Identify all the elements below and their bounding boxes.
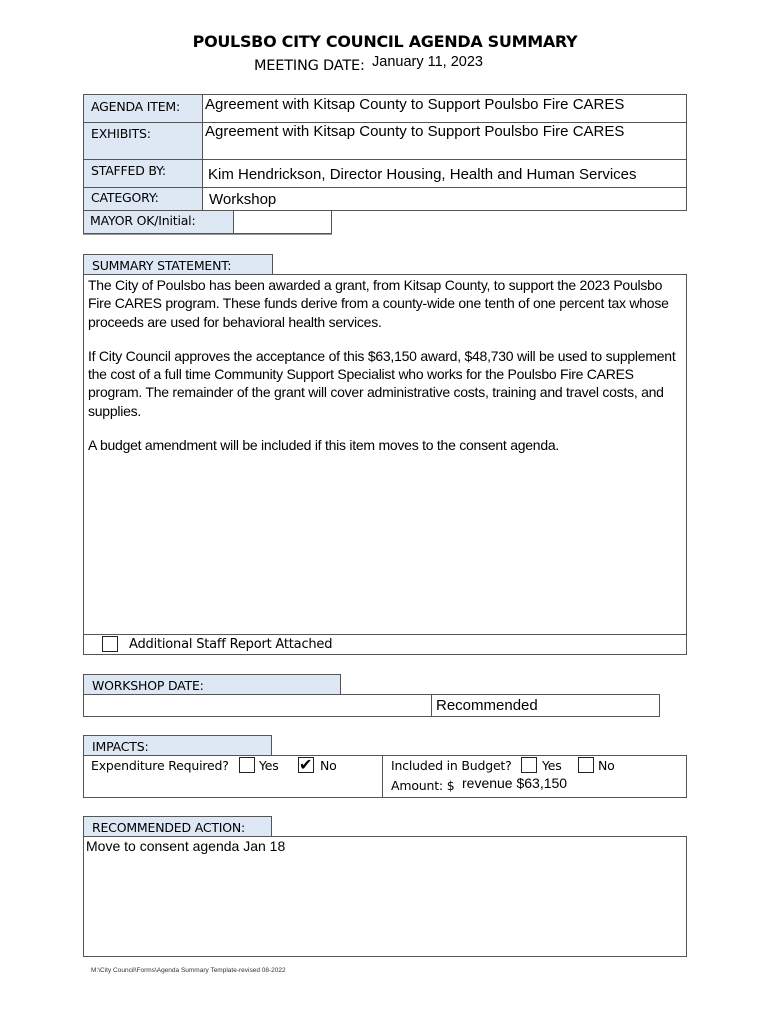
staffed-by-value[interactable]: Kim Hendrickson, Director Housing, Health and Human Services	[208, 166, 637, 183]
mayor-ok-label: MAYOR OK/Initial:	[90, 213, 196, 228]
included-in-budget-label: Included in Budget?	[391, 758, 512, 773]
summary-paragraph: A budget amendment will be included if this item moves to the consent agenda.	[88, 437, 560, 454]
summary-paragraph: If City Council approves the acceptance of this $63,150 award, $48,730 will be used to supplement the cost of a full time Community Support Specialist who works for the Poulsbo Fire CARES program. The remainder of the grant will cover administrative costs, training and travel costs, and supplies.	[88, 347, 676, 419]
category-value[interactable]: Workshop	[209, 191, 277, 208]
exhibits-label: EXHIBITS:	[91, 126, 151, 141]
expenditure-no-label: No	[320, 758, 337, 773]
additional-report-checkbox[interactable]	[102, 636, 118, 652]
budget-yes-label: Yes	[542, 758, 562, 773]
agenda-item-label: AGENDA ITEM:	[91, 99, 181, 114]
mayor-ok-input[interactable]	[233, 210, 332, 234]
budget-no-checkbox[interactable]	[578, 757, 594, 773]
additional-report-label: Additional Staff Report Attached	[129, 637, 333, 652]
row-divider	[83, 187, 687, 188]
budget-no-label: No	[598, 758, 615, 773]
staffed-by-label: STAFFED BY:	[91, 163, 166, 178]
recommended-action-label: RECOMMENDED ACTION:	[83, 816, 272, 837]
workshop-date-label: WORKSHOP DATE:	[83, 674, 341, 695]
category-label: CATEGORY:	[91, 190, 159, 205]
agenda-item-value[interactable]: Agreement with Kitsap County to Support Poulsbo Fire CARES	[205, 96, 625, 113]
summary-statement-label: SUMMARY STATEMENT:	[83, 254, 273, 275]
impacts-divider	[382, 755, 383, 798]
exhibits-value[interactable]: Agreement with Kitsap County to Support Poulsbo Fire CARES	[205, 123, 625, 140]
meeting-date-value[interactable]: January 11, 2023	[372, 54, 483, 70]
expenditure-yes-label: Yes	[259, 758, 279, 773]
page-title: POULSBO CITY COUNCIL AGENDA SUMMARY	[192, 32, 578, 51]
workshop-recommendation-field[interactable]: Recommended	[431, 694, 660, 717]
meeting-date-label: MEETING DATE:	[254, 58, 365, 74]
budget-yes-checkbox[interactable]	[521, 757, 537, 773]
expenditure-yes-checkbox[interactable]	[239, 757, 255, 773]
expenditure-required-label: Expenditure Required?	[91, 758, 229, 773]
impacts-label: IMPACTS:	[83, 735, 272, 756]
summary-paragraph: The City of Poulsbo has been awarded a grant, from Kitsap County, to support the 2023 Poulsbo Fire CARES program. These funds derive from a county-wide one tenth of one percent tax whose proceeds are used for behavioral health services.	[88, 277, 669, 330]
row-divider	[83, 159, 687, 160]
recommended-action-text: Move to consent agenda Jan 18	[86, 838, 286, 854]
amount-label: Amount: $	[391, 778, 455, 793]
expenditure-no-checkbox[interactable]	[298, 757, 314, 773]
amount-value[interactable]: revenue $63,150	[462, 775, 568, 791]
workshop-date-field[interactable]	[83, 694, 432, 717]
recommended-action-box[interactable]	[83, 836, 687, 957]
label-col-divider	[202, 94, 203, 211]
footer-path: M:\City Council\Forms\Agenda Summary Template-revised 08-2022	[91, 967, 286, 974]
summary-statement-text	[88, 276, 688, 470]
summary-footer-divider	[83, 634, 687, 635]
